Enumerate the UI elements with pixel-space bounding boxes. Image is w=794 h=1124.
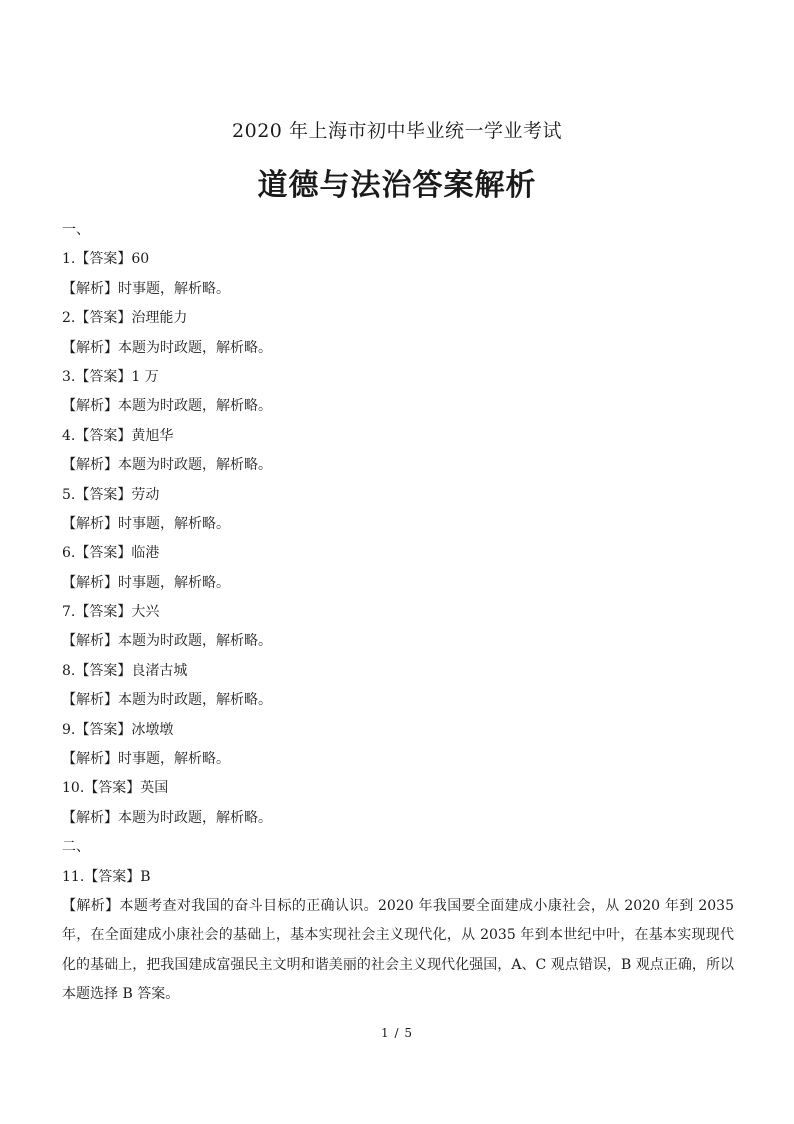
analysis-line: 【解析】本题为时政题，解析略。 <box>62 339 272 356</box>
answer-line: 2.【答案】治理能力 <box>62 310 188 327</box>
analysis-line: 【解析】时事题，解析略。 <box>62 574 230 591</box>
section-label: 一、 <box>62 222 90 238</box>
exam-subtitle: 2020 年上海市初中毕业统一学业考试 <box>232 120 562 142</box>
answer-line: 7.【答案】大兴 <box>62 604 160 621</box>
answer-line: 1.【答案】60 <box>62 251 150 268</box>
analysis-line: 【解析】时事题，解析略。 <box>62 751 230 768</box>
analysis-line: 【解析】本题为时政题，解析略。 <box>62 633 272 650</box>
answer-line: 6.【答案】临港 <box>62 545 160 562</box>
analysis-line: 【解析】时事题，解析略。 <box>62 515 230 532</box>
answer-line: 11.【答案】B <box>62 868 151 885</box>
section-label: 二、 <box>62 839 90 856</box>
answer-line: 4.【答案】黄旭华 <box>62 427 174 444</box>
analysis-paragraph: 【解析】本题考查对我国的奋斗目标的正确认识。2020 年我国要全面建成小康社会，从 2020 年到 2035 年，在全面建成小康社会的基础上，基本实现社会主义现代化，从 2035 年到本世纪中叶，在基本实现现代化的基础上，把我国建成富强民主文明和谐美丽的社会主义现代化强国，A、C 观点错误，B 观点正确，所以本题选择 B 答案。 <box>62 897 734 1003</box>
answer-line: 5.【答案】劳动 <box>62 486 160 503</box>
analysis-line: 【解析】本题为时政题，解析略。 <box>62 398 272 415</box>
answer-content <box>62 216 734 1010</box>
analysis-line: 【解析】本题为时政题，解析略。 <box>62 457 272 474</box>
analysis-line: 【解析】本题为时政题，解析略。 <box>62 692 272 709</box>
page-title: 道德与法治答案解析 <box>257 168 537 203</box>
page-number: 1 / 5 <box>381 1026 413 1040</box>
analysis-line: 【解析】时事题，解析略。 <box>62 280 230 297</box>
answer-line: 10.【答案】英国 <box>62 780 169 797</box>
answer-line: 3.【答案】1 万 <box>62 368 159 385</box>
answer-line: 9.【答案】冰墩墩 <box>62 721 174 738</box>
answer-line: 8.【答案】良渚古城 <box>62 662 188 679</box>
analysis-line: 【解析】本题为时政题，解析略。 <box>62 809 272 826</box>
